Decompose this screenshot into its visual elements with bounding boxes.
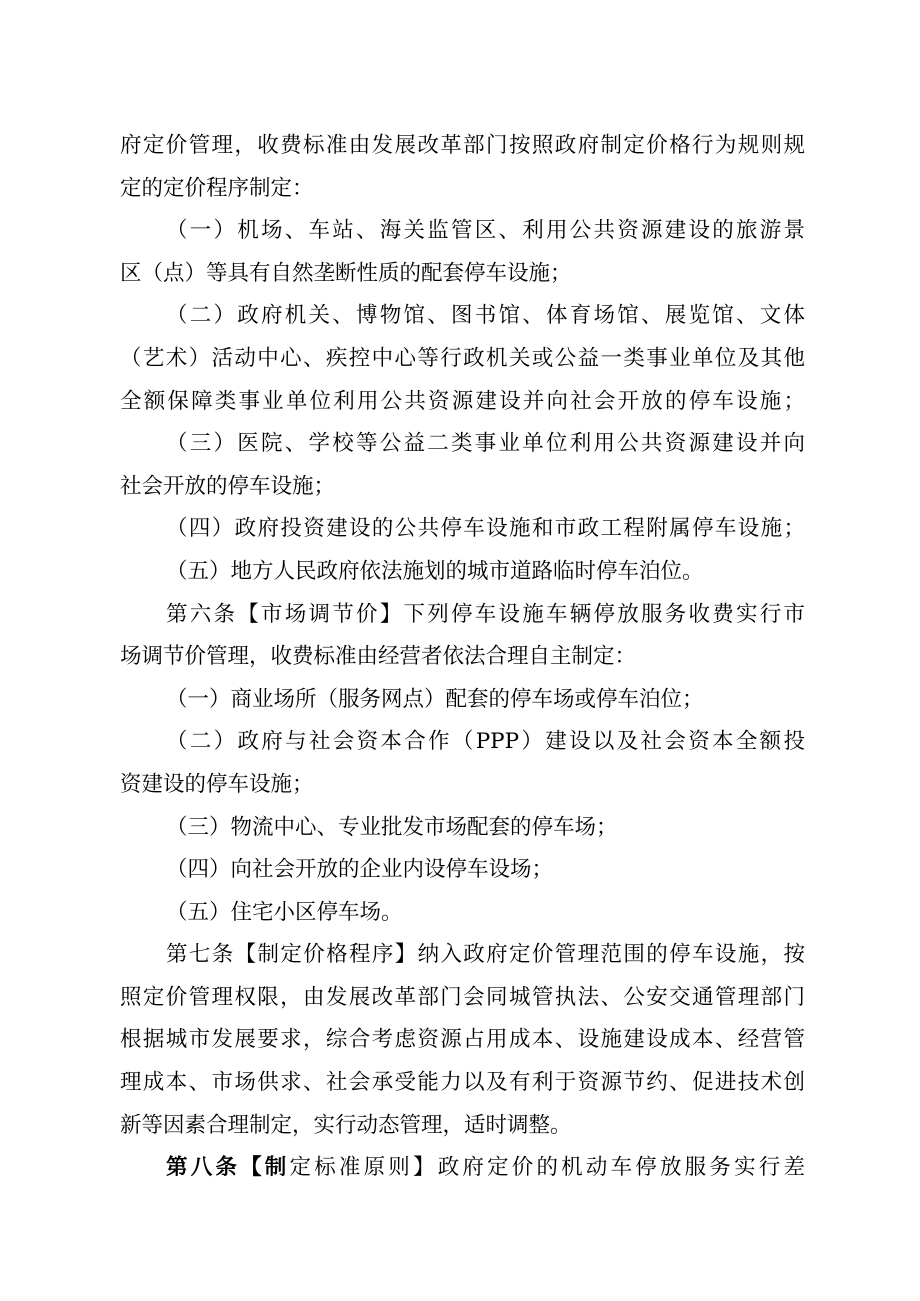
text-line: （三）物流中心、专业批发市场配套的停车场； [166, 814, 618, 840]
text-line: 照定价管理权限，由发展改革部门会同城管执法、公安交通管理部门 [120, 984, 805, 1010]
text-line: 资建设的停车设施； [120, 771, 314, 797]
text-line: 第七条【制定价格程序】纳入政府定价管理范围的停车设施，按 [166, 942, 805, 968]
document-body [120, 125, 805, 1190]
text-line: 第六条【市场调节价】下列停车设施车辆停放服务收费实行市 [166, 601, 805, 627]
text-line: 区（点）等具有自然垄断性质的配套停车设施； [120, 260, 572, 286]
text-line: （二）政府与社会资本合作（PPP）建设以及社会资本全额投 [166, 729, 805, 755]
text-line: （一）商业场所（服务网点）配套的停车场或停车泊位； [166, 686, 704, 712]
article-8-heading: 第八条【制 [166, 1155, 290, 1181]
text-line: 根据城市发展要求，综合考虑资源占用成本、设施建设成本、经营管 [120, 1027, 805, 1053]
text-line: （四）政府投资建设的公共停车设施和市政工程附属停车设施； [166, 516, 805, 542]
text-line: 社会开放的停车设施； [120, 473, 336, 499]
text-line: 场调节价管理，收费标准由经营者依法合理自主制定： [120, 644, 637, 670]
text-line: （一）机场、车站、海关监管区、利用公共资源建设的旅游景 [166, 218, 805, 244]
text-line: （艺术）活动中心、疾控中心等行政机关或公益一类事业单位及其他 [120, 345, 805, 371]
text-line: 府定价管理，收费标准由发展改革部门按照政府制定价格行为规则规 [120, 133, 805, 158]
text-line: （三）医院、学校等公益二类事业单位利用公共资源建设并向 [166, 431, 805, 457]
article-8-text: 定标准原则】政府定价的机动车停放服务实行差 [289, 1155, 805, 1181]
text-line: （五）地方人民政府依法施划的城市道路临时停车泊位。 [166, 558, 704, 584]
text-line: （二）政府机关、博物馆、图书馆、体育场馆、展览馆、文体 [166, 303, 805, 329]
paragraph-lines [120, 125, 805, 1147]
article-8-line [120, 1147, 805, 1190]
text-line: 定的定价程序制定： [120, 175, 314, 201]
text-line: （四）向社会开放的企业内设停车设场； [166, 857, 554, 883]
text-line: 理成本、市场供求、社会承受能力以及有利于资源节约、促进技术创 [120, 1070, 805, 1096]
text-line: 全额保障类事业单位利用公共资源建设并向社会开放的停车设施； [120, 388, 805, 414]
text-line: 新等因素合理制定，实行动态管理，适时调整。 [120, 1112, 572, 1138]
text-line: （五）住宅小区停车场。 [166, 899, 403, 925]
